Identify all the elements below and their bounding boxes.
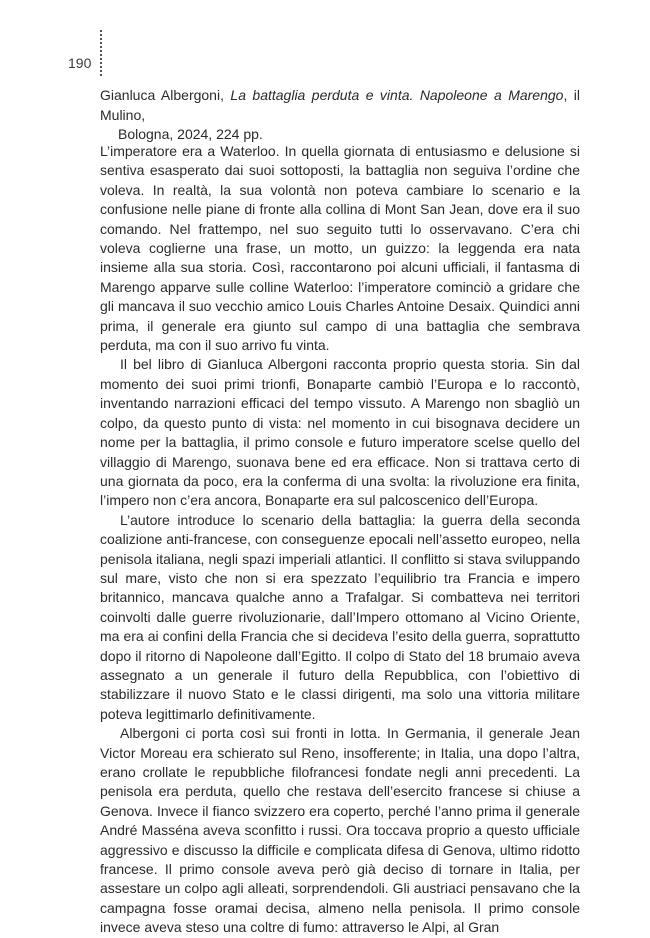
paragraph: Albergoni ci porta così sui fronti in lotta. In Germania, il generale Jean Victor Moreau era schierato sul Reno, insofferente; in Italia, una dopo l’altra, erano crollate le repubbliche filofrancesi fondate negli anni precedenti. La penisola era perduta, quello che restava dell’esercito francese si chiuse a Genova. Invece il fianco svizzero era coperto, perché l’anno prima il generale André Masséna aveva sconfitto i russi. Ora toccava proprio a questo ufficiale aggressivo e discusso la difficile e complicata difesa di Genova, ultimo ridotto francese. Il primo console aveva però già deciso di tornare in Italia, per assestare un colpo agli alleati, sorprendendoli. Gli austriaci pensavano che la campagna fosse oramai decisa, almeno nella penisola. Il primo console invece aveva steso una coltre di fumo: attraverso le Alpi, al Gran — [100, 725, 580, 936]
citation-title: La battaglia perduta e vinta. Napoleone a Marengo — [230, 87, 564, 103]
book-citation — [82, 86, 580, 145]
page-number: 190 — [68, 55, 92, 71]
margin-dotted-rule — [100, 30, 102, 76]
review-body — [100, 142, 580, 938]
citation-author: Gianluca Albergoni, — [100, 87, 231, 103]
paragraph: L’imperatore era a Waterloo. In quella giornata di entusiasmo e delusione si sentiva esasperato dai suoi sottoposti, la battaglia non seguiva l’ordine che voleva. In realtà, la sua volontà non poteva cambiare lo scenario e la confusione nelle piane di fronte alla collina di Mont San Jean, dove era il suo comando. Nel frattempo, nel suo seguito tutti lo osservavano. C’era chi voleva coglierne una frase, un motto, un guizzo: la leggenda era nata insieme alla sua storia. Così, raccontarono poi alcuni ufficiali, il fantasma di Marengo apparve sulle colline Waterloo: l’imperatore cominciò a gridare che gli mancava il suo vecchio amico Louis Charles Antoine Desaix. Quindici anni prima, il generale era giunto sul campo di una battaglia che sembrava perduta, ma con il suo arrivo fu vinta. — [100, 143, 580, 354]
paragraph: Il bel libro di Gianluca Albergoni racconta proprio questa storia. Sin dal momento dei suoi primi trionfi, Bonaparte cambiò l’Europa e lo raccontò, inventando narrazioni efficaci del tempo vissuto. A Marengo non sbagliò un colpo, da questo punto di vista: nel momento in cui bisognava decidere un nome per la battaglia, il primo console e futuro imperatore scelse quello del villaggio di Marengo, suonava bene ed era efficace. Non si trattava certo di una giornata da poco, era la conferma di una svolta: la rivoluzione era finita, l’impero non c’era ancora, Bonaparte era sul palcoscenico dell’Europa. — [100, 356, 580, 509]
citation-place-year: Bologna, 2024, 224 pp. — [118, 126, 263, 142]
paragraph: L’autore introduce lo scenario della battaglia: la guerra della seconda coalizione anti-francese, con conseguenze epocali nell’assetto europeo, nella penisola italiana, negli spazi imperiali atlantici. Il conflitto si stava sviluppando sul mare, visto che non si era spezzato l’equilibrio tra Francia e impero britannico, mancava qualche anno a Trafalgar. Si combatteva nei territori coinvolti dalle guerre rivoluzionarie, dall’Impero ottomano al Vicino Oriente, ma era ai confini della Francia che si decideva l’esito della guerra, soprattutto dopo il ritorno di Napoleone dall’Egitto. Il colpo di Stato del 18 brumaio aveva assegnato a un generale il futuro della Repubblica, con l’obiettivo di stabilizzare il nuovo Stato e le classi dirigenti, ma solo una vittoria militare poteva legittimarlo definitivamente. — [100, 511, 580, 722]
citation-publisher: , il Mulino, — [100, 87, 580, 123]
